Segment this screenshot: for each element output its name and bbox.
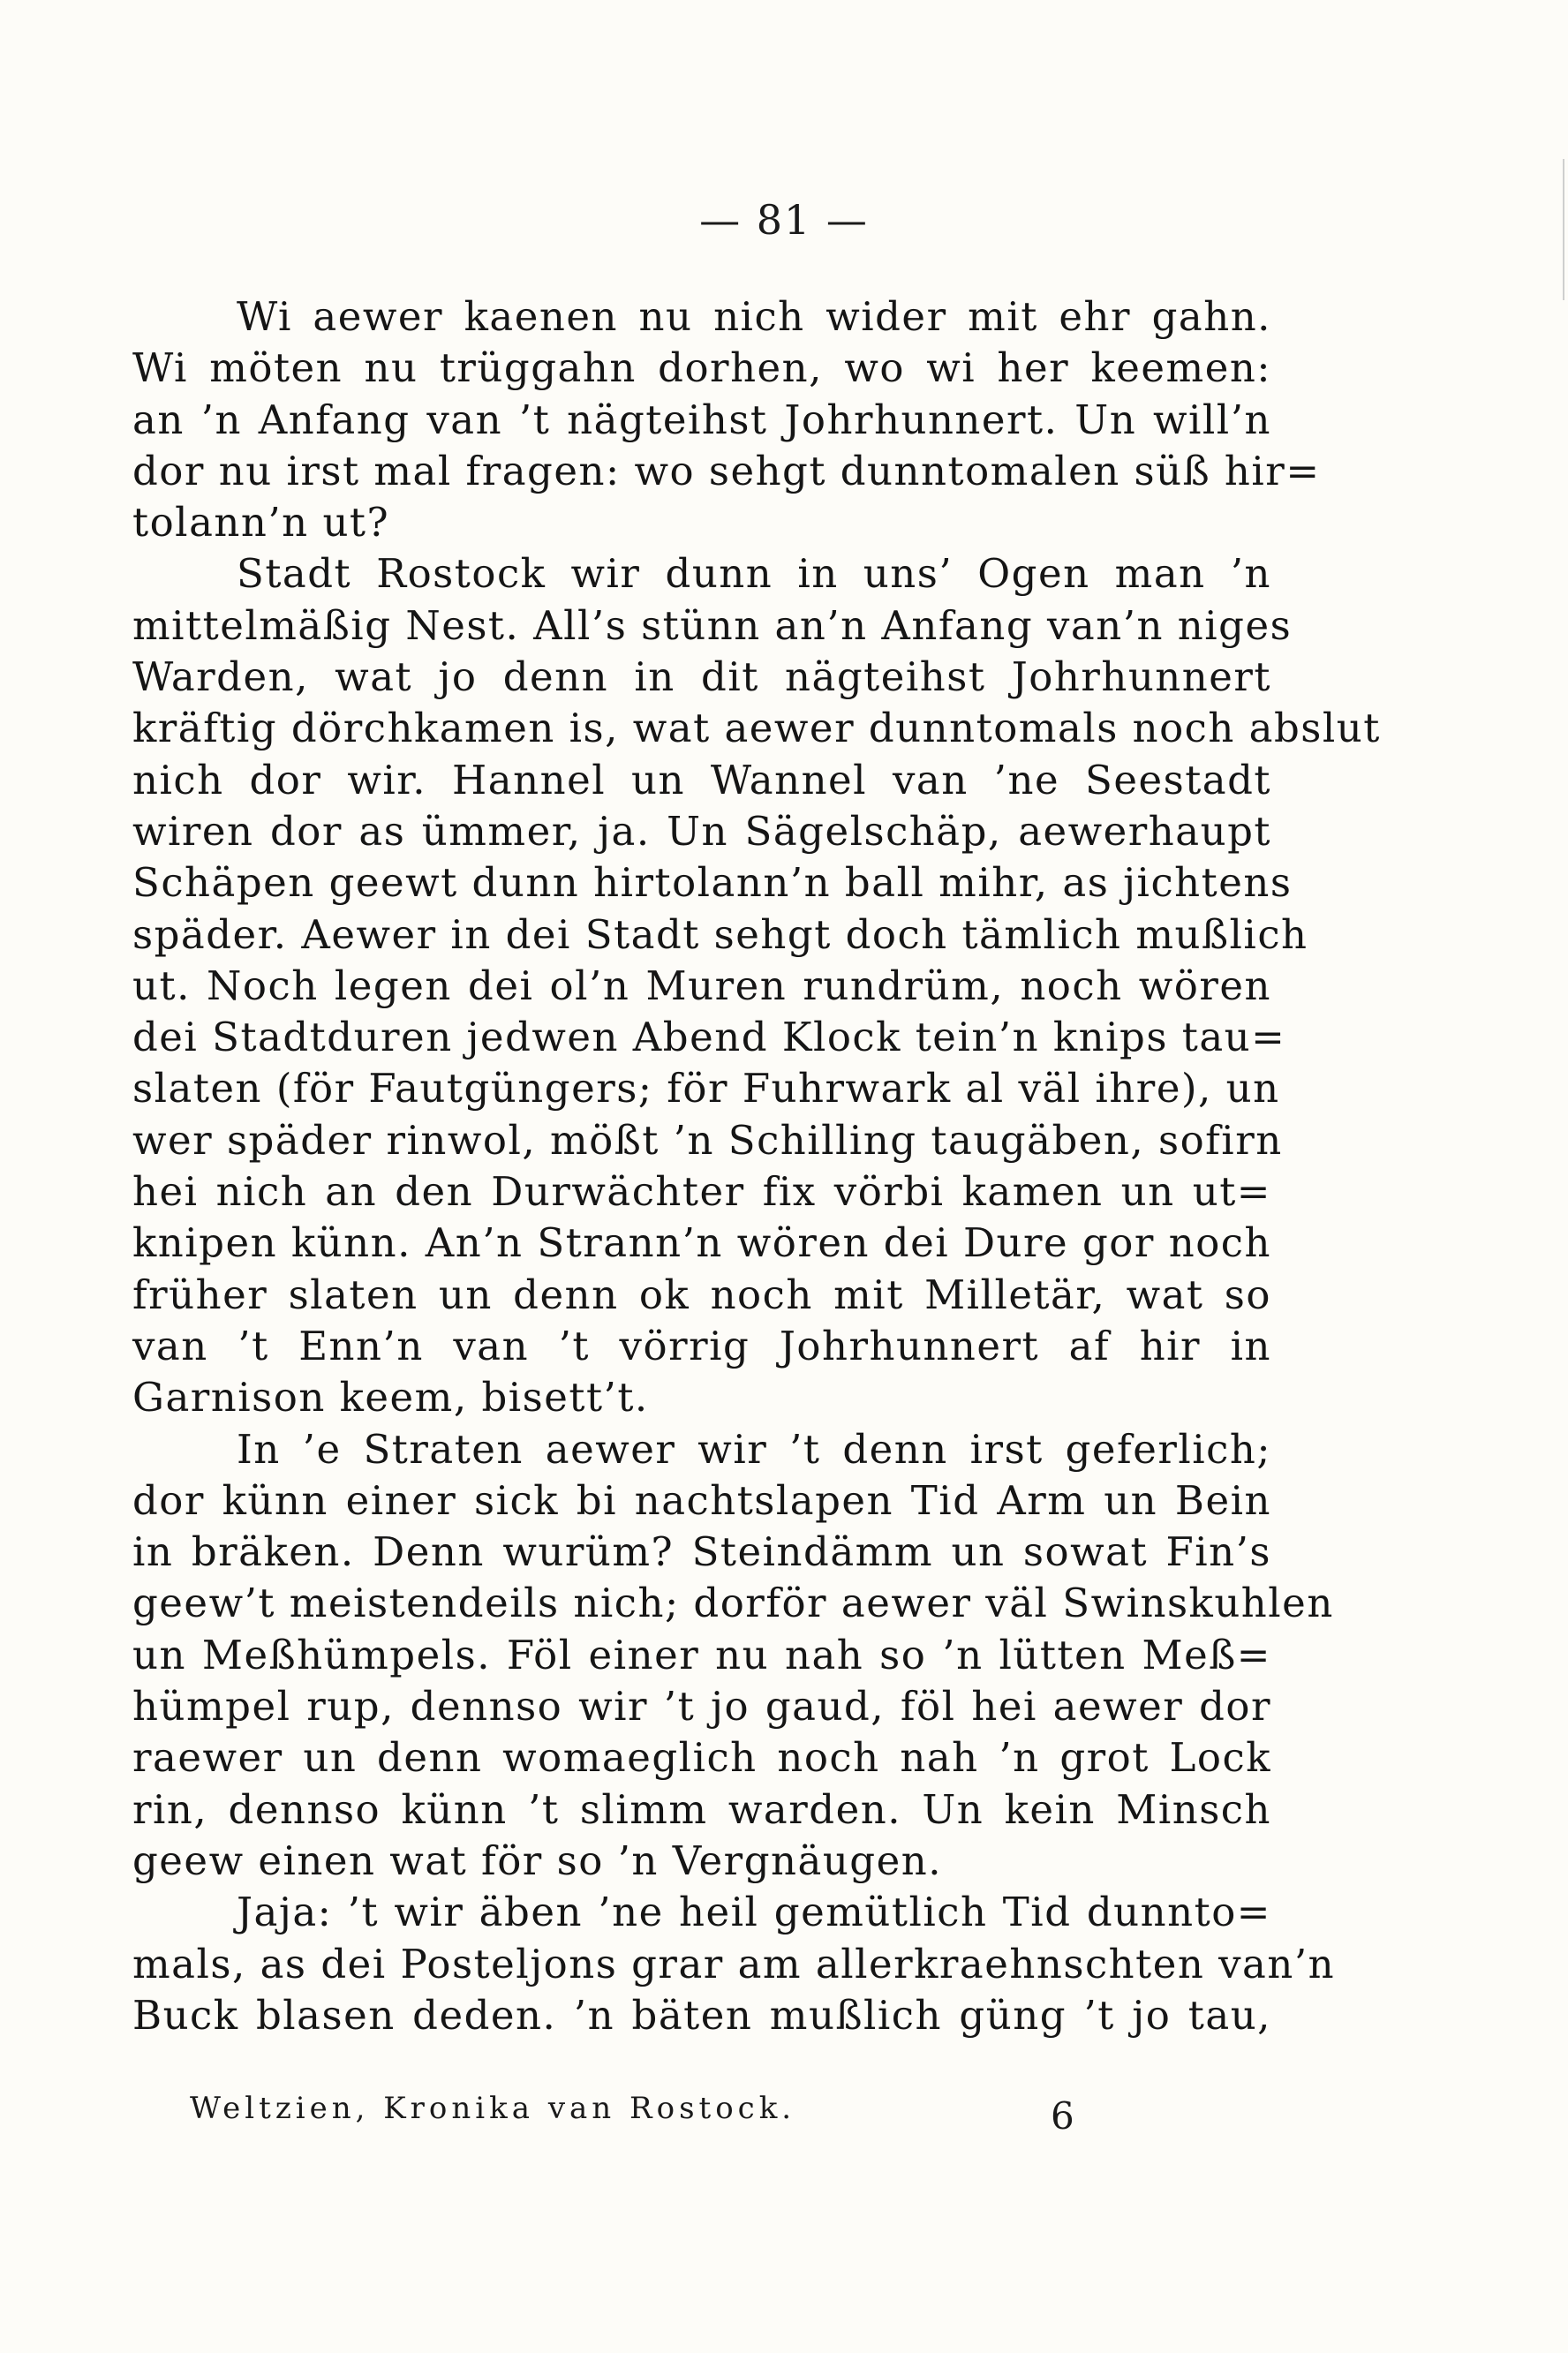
text-line: mittelmäßig Nest. All’s stünn an’n Anfang van’n niges bbox=[132, 601, 1293, 649]
text-line: früher slaten un denn ok noch mit Milletär, wat so bbox=[132, 1271, 1271, 1318]
text-line: geew’t meistendeils nich; dorför aewer väl Swinskuhlen bbox=[132, 1580, 1334, 1627]
text-line: raewer un denn womaeglich noch nah ’n grot Lock bbox=[132, 1734, 1271, 1782]
text-line: Wi aewer kaenen nu nich wider mit ehr gahn. bbox=[237, 293, 1271, 340]
text-line: späder. Aewer in dei Stadt sehgt doch tämlich mußlich bbox=[132, 910, 1308, 958]
text-line: un Meßhümpels. Föl einer nu nah so ’n lütten Meß= bbox=[132, 1631, 1271, 1678]
text-line: Buck blasen deden. ’n bäten mußlich güng ’t jo tau, bbox=[132, 1991, 1271, 2039]
text-line: geew einen wat för so ’n Vergnäugen. bbox=[132, 1836, 943, 1884]
text-line: kräftig dörchkamen is, wat aewer dunntomals noch abslut bbox=[132, 705, 1381, 752]
text-line: ut. Noch legen dei ol’n Muren rundrüm, noch wören bbox=[132, 962, 1271, 1009]
footer-title: Weltzien, Kronika van Rostock. bbox=[190, 2091, 796, 2126]
text-line: nich dor wir. Hannel un Wannel van ’ne Seestadt bbox=[132, 756, 1271, 803]
signature-mark: 6 bbox=[1051, 2094, 1074, 2138]
text-line: an ’n Anfang van ’t nägteihst Johrhunnert. Un will’n bbox=[132, 396, 1271, 443]
text-line: knipen künn. An’n Strann’n wören dei Dure gor noch bbox=[132, 1219, 1271, 1267]
text-line: Schäpen geewt dunn hirtolann’n ball mihr, as jichtens bbox=[132, 859, 1293, 907]
text-line: Warden, wat jo denn in dit nägteihst Johrhunnert bbox=[132, 653, 1271, 701]
text-line: rin, dennso künn ’t slimm warden. Un kein Minsch bbox=[132, 1785, 1271, 1833]
text-line: wer späder rinwol, mößt ’n Schilling taugäben, sofirn bbox=[132, 1116, 1283, 1164]
text-line: in bräken. Denn wurüm? Steindämm un sowat Fin’s bbox=[132, 1528, 1271, 1576]
text-line: Wi möten nu trüggahn dorhen, wo wi her keemen: bbox=[132, 344, 1271, 392]
body-text bbox=[132, 291, 1381, 2041]
text-line: dor künn einer sick bi nachtslapen Tid Arm un Bein bbox=[132, 1476, 1271, 1524]
text-line: Jaja: ’t wir äben ’ne heil gemütlich Tid dunnto= bbox=[237, 1889, 1271, 1936]
text-line: In ’e Straten aewer wir ’t denn irst geferlich; bbox=[237, 1425, 1271, 1473]
text-line: Garnison keem, bisett’t. bbox=[132, 1374, 649, 1422]
text-line: slaten (för Fautgüngers; för Fuhrwark al väl ihre), un bbox=[132, 1065, 1280, 1112]
text-line: dei Stadtduren jedwen Abend Klock tein’n knips tau= bbox=[132, 1014, 1286, 1061]
text-line: hei nich an den Durwächter fix vörbi kamen un ut= bbox=[132, 1168, 1271, 1216]
text-line: van ’t Enn’n van ’t vörrig Johrhunnert af hir in bbox=[132, 1322, 1271, 1369]
text-line: wiren dor as ümmer, ja. Un Sägelschäp, aewerhaupt bbox=[132, 807, 1271, 855]
text-line: dor nu irst mal fragen: wo sehgt dunntomalen süß hir= bbox=[132, 447, 1321, 494]
text-line: hümpel rup, dennso wir ’t jo gaud, föl hei aewer dor bbox=[132, 1683, 1271, 1731]
text-line: tolann’n ut? bbox=[132, 499, 390, 547]
page-number: — 81 — bbox=[699, 196, 869, 244]
text-line: Stadt Rostock wir dunn in uns’ Ogen man ’n bbox=[237, 550, 1271, 598]
text-line: mals, as dei Posteljons grar am allerkraehnschten van’n bbox=[132, 1940, 1336, 1987]
